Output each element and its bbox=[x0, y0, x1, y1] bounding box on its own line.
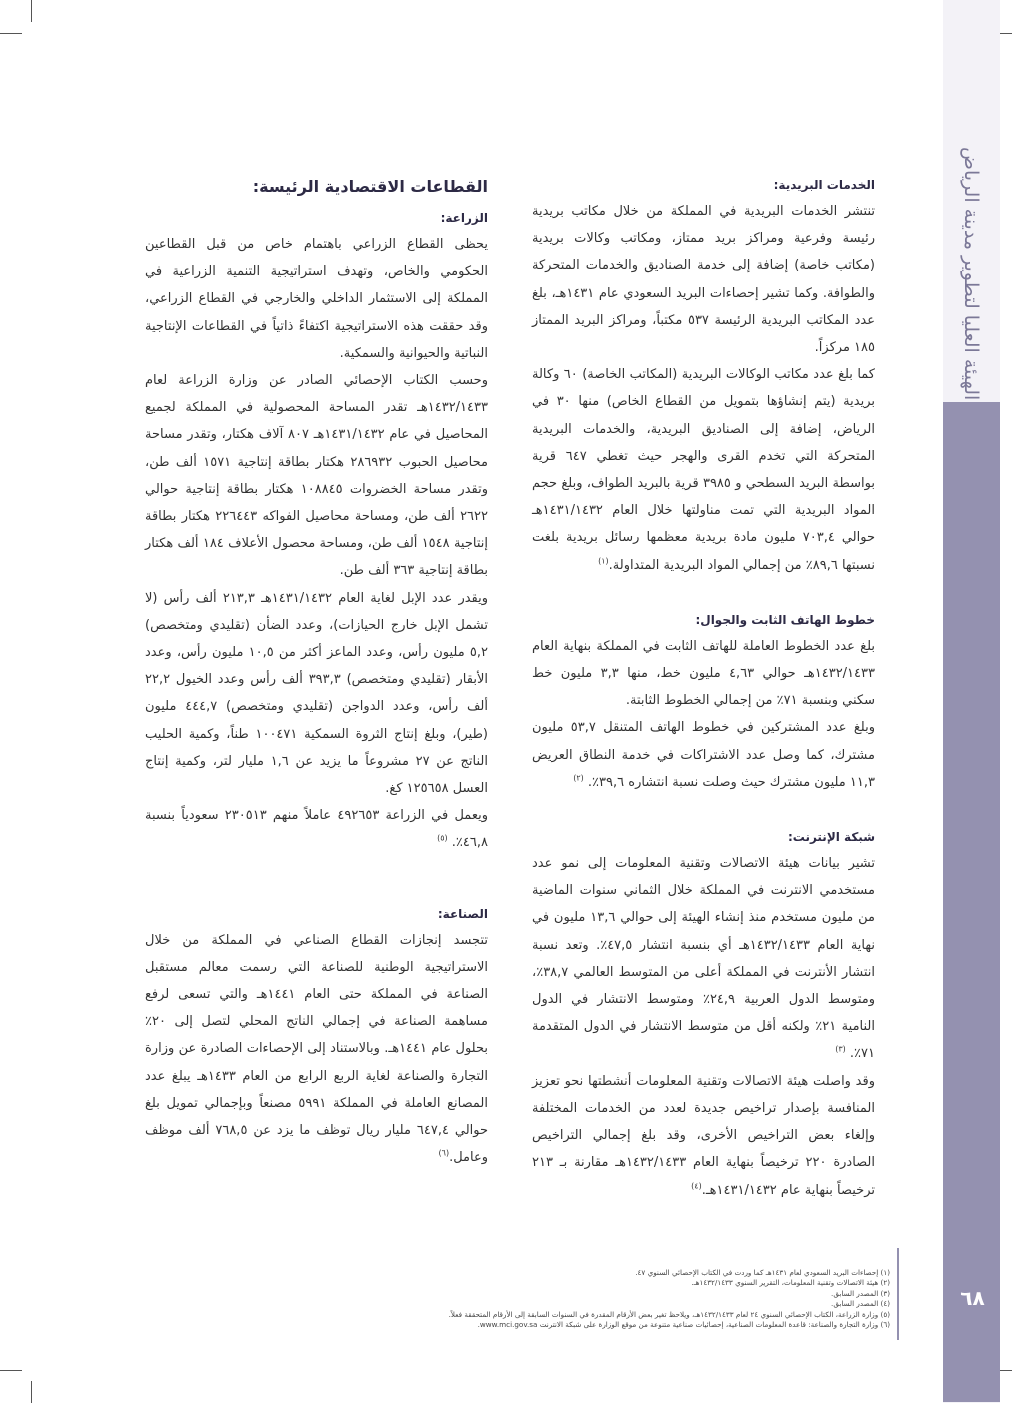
phones-heading: خطوط الهاتف الثابت والجوال: bbox=[695, 612, 875, 627]
phones-paragraph-2: وبلغ عدد المشتركين في خطوط الهاتف المتنقل ٥٣,٧ مليون مشترك، كما وصل عدد الاشتراكات في خدمة النطاق العريض ١١,٣ مليون مشترك حيث وصلت نسبة انتشاره ٣٩,٦٪. $^{(٢)}$ bbox=[532, 720, 875, 790]
footnote-item: (٥) وزارة الزراعة، الكتاب الإحصائي السنوي ٢٤ لعام ١٤٣٢/١٤٣٣هـ، ويلاحظ تغير بعض الأرقام المقدرة في السنوات السابقة إلى الأرقام المتحققة فعلاً. bbox=[448, 1309, 890, 1319]
main-heading: القطاعات الاقتصادية الرئيسة: bbox=[252, 177, 488, 196]
footnote-ref: (٦) bbox=[438, 1148, 450, 1158]
agriculture-paragraph-1: يحظى القطاع الزراعي باهتمام خاص من قبل القطاعين الحكومي والخاص، وتهدف استراتيجية التنمية الزراعية في المملكة إلى الاستثمار الداخلي والخارجي في القطاع الزراعي، وقد حققت هذه الاستراتيجية اكتفاءً ذاتياً في القطاعات الإنتاجية النباتية والحيوانية والسمكية. bbox=[145, 237, 488, 361]
postal-paragraph-2: كما بلغ عدد مكاتب الوكالات البريدية (المكاتب الخاصة) ٦٠ وكالة بريدية (يتم إنشاؤها بتمويل من القطاع الخاص) منها ٣٠ في الرياض، إضافة إلى الصناديق البريدية، والخدمات البريدية المتحركة التي تخدم القرى والهجر حيث تغطي ٦٤٧ قرية بواسطة البريد السطحي و ٣٩٨٥ قرية بالبريد الطواف، وبلغ حجم المواد البريدية التي تمت مناولتها خلال العام ١٤٣١/١٤٣٢هـ حوالي ٧٠٣,٤ مليون مادة بريدية معظمها رسائل بريدية بلغت نسبتها ٨٩,٦٪ من إجمالي المواد البريدية المتداولة.$^{(١)}$ bbox=[532, 367, 876, 573]
footnote-ref: (٣) bbox=[835, 1045, 846, 1055]
left-column bbox=[145, 172, 488, 1172]
footnote-item: (١) إحصاءات البريد السعودي لعام ١٤٣١هـ كما وردت في الكتاب الإحصائي السنوي ٤٧. bbox=[635, 1268, 890, 1277]
industry-paragraph-1: تتجسد إنجازات القطاع الصناعي في المملكة من خلال الاستراتيجية الوطنية للصناعة التي رسمت معالم مستقبل الصناعة في المملكة حتى العام ١٤٤١هـ والتي تسعى لرفع مساهمة الصناعة في إجمالي الناتج المحلي لتصل إلى ٢٠٪ بحلول عام ١٤٤١هـ. وبالاستناد إلى الإحصاءات الصادرة عن وزارة التجارة والصناعة لغاية الربع الرابع من العام ١٤٣٣هـ يبلغ عدد المصانع العاملة في المملكة ٥٩٩١ مصنعاً وبإجمالي تمويل بلغ حوالي ٦٤٧,٤ مليار ريال توظف ما يزد عن ٧٦٨,٥ ألف موظف وعامل.$^{(٦)}$ bbox=[145, 932, 489, 1166]
postal-paragraph-1: تنتشر الخدمات البريدية في المملكة من خلال مكاتب بريدية رئيسة وفرعية ومراكز بريد ممتاز، ومكاتب وكالات بريدية (مكاتب خاصة) إضافة إلى خدمة الصناديق والخدمات المتحركة والطوافة. وكما تشير إحصاءات البريد السعودي عام ١٤٣١هـ، بلغ عدد المكاتب البريدية الرئيسة ٥٣٧ مكتباً، ومراكز البريد الممتاز ١٨٥ مركزاً. bbox=[532, 204, 875, 356]
footnote-item: (٣) المصدر السابق. bbox=[831, 1288, 890, 1298]
agriculture-paragraph-4: ويعمل في الزراعة ٤٩٢٦٥٣ عاملاً منهم ٢٣٠٥١٣ سعودياً بنسبة ٤٦,٨٪. $^{(٥)}$ bbox=[145, 808, 488, 851]
internet-paragraph-2: وقد واصلت هيئة الاتصالات وتقنية المعلومات أنشطتها نحو تعزيز المنافسة بإصدار تراخيص جديدة لعدد من الخدمات المختلفة وإلغاء بعض التراخيص الأخرى، وقد بلغ إجمالي التراخيص الصادرة ٢٢٠ ترخيصاً بنهاية العام ١٤٣٢/١٤٣٣هـ مقارنة بـ ٢١٣ ترخيصاً بنهاية عام ١٤٣١/١٤٣٢هـ.$^{(٤)}$ bbox=[532, 1073, 875, 1198]
page-number: ٦٨ bbox=[960, 1286, 985, 1310]
industry-heading: الصناعة: bbox=[437, 906, 488, 921]
crop-mark bbox=[0, 33, 22, 34]
crop-mark bbox=[31, 1381, 32, 1403]
footnotes bbox=[330, 1268, 890, 1330]
sidebar-title: الهيئة العليا لتطوير مدينة الرياض bbox=[960, 146, 982, 400]
footnote-ref: (٤) bbox=[691, 1181, 702, 1191]
footnote-item: (٢) هيئة الاتصالات وتقنية المعلومات، التقرير السنوي ١٤٣٢/١٤٣٣هـ. bbox=[691, 1278, 890, 1288]
internet-heading: شبكة الإنترنت: bbox=[787, 830, 875, 845]
agriculture-heading: الزراعة: bbox=[440, 211, 488, 225]
internet-paragraph-1: تشير بيانات هيئة الاتصالات وتقنية المعلومات إلى نمو عدد مستخدمي الانترنت في المملكة خلال الثماني سنوات الماضية من مليون مستخدم منذ إنشاء الهيئة إلى حوالي ١٣,٦ مليون في نهاية العام ١٤٣٢/١٤٣٣هـ أي بنسبة انتشار ٤٧,٥٪. وتعد نسبة انتشار الأنترنت في المملكة أعلى من المتوسط العالمي ٣٨,٧٪، ومتوسط الدول العربية ٢٤,٩٪ ومتوسط الانتشار في الدول النامية ٢١٪ ولكنه أقل من متوسط الانتشار في الدول المتقدمة ٧١٪. $^{(٣)}$ bbox=[532, 856, 876, 1062]
sidebar-accent-tab bbox=[943, 402, 1000, 1402]
footnote-item: (٦) وزارة التجارة والصناعة: قاعدة المعلومات الصناعية، إحصائيات صناعية متنوعة من موقع الوزارة على شبكة الانترنت www.mci.gov.sa. bbox=[477, 1320, 890, 1330]
footnote-item: (٤) المصدر السابق. bbox=[831, 1299, 890, 1309]
phones-paragraph-1: بلغ عدد الخطوط العاملة للهاتف الثابت في المملكة بنهاية العام ١٤٣٢/١٤٣٣هـ حوالي ٤,٦٣ مليون خط، منها ٣,٣ مليون خط سكني وبنسبة ٧١٪ من إجمالي الخطوط الثابتة. bbox=[532, 638, 875, 709]
crop-mark bbox=[0, 1370, 22, 1371]
crop-mark bbox=[31, 0, 32, 22]
right-column bbox=[532, 172, 875, 1204]
footnote-ref: (٥) bbox=[437, 834, 448, 844]
agriculture-paragraph-2: وحسب الكتاب الإحصائي الصادر عن وزارة الزراعة لعام ١٤٣٢/١٤٣٣هـ تقدر المساحة المحصولية في المملكة لجميع المحاصيل في عام ١٤٣١/١٤٣٢هـ ٨٠٧ آلاف هكتار، وتقدر مساحة محاصيل الحبوب ٢٨٦٩٣٢ هكتار بطاقة إنتاجية ١٥٧١ ألف طن، وتقدر مساحة الخضروات ١٠٨٨٤٥ هكتار بطاقة إنتاجية حوالي ٢٦٢٢ ألف طن، ومساحة محاصيل الفواكه ٢٢٦٤٤٣ هكتار بطاقة إنتاجية ١٥٤٨ ألف طن، ومساحة محصول الأعلاف ١٨٤ ألف هكتار بطاقة إنتاجية ٣٦٣ ألف طن. bbox=[145, 373, 488, 579]
footnote-ref: (٢) bbox=[573, 773, 584, 783]
agriculture-paragraph-3: ويقدر عدد الإبل لغاية العام ١٤٣١/١٤٣٢هـ ٢١٣,٣ ألف رأس (لا تشمل الإبل خارج الحيازات)، وعدد الضأن (تقليدي ومتخصص) ٥,٢ مليون رأس، وعدد الماعز أكثر من ١٠,٥ مليون رأس، وعدد الأبقار (تقليدي ومتخصص) ٣٩٣,٣ ألف رأس وعدد الخيول ٢٢,٢ ألف رأس، وعدد الدواجن (تقليدي ومتخصص) ٤٤٤,٧ مليون (طير)، وبلغ إنتاج الثروة السمكية ١٠٠٤٧١ طناً، وكمية الحليب الناتج عن ٢٧ مشروعاً ما يزيد عن ١,٦ مليار لتر، وكمية إنتاج العسل ١٢٥٦٥٨ كغ. bbox=[145, 590, 489, 797]
footnote-rule bbox=[897, 1248, 899, 1340]
postal-heading: الخدمات البريدية: bbox=[773, 178, 875, 192]
footnote-ref: (١) bbox=[598, 556, 609, 566]
